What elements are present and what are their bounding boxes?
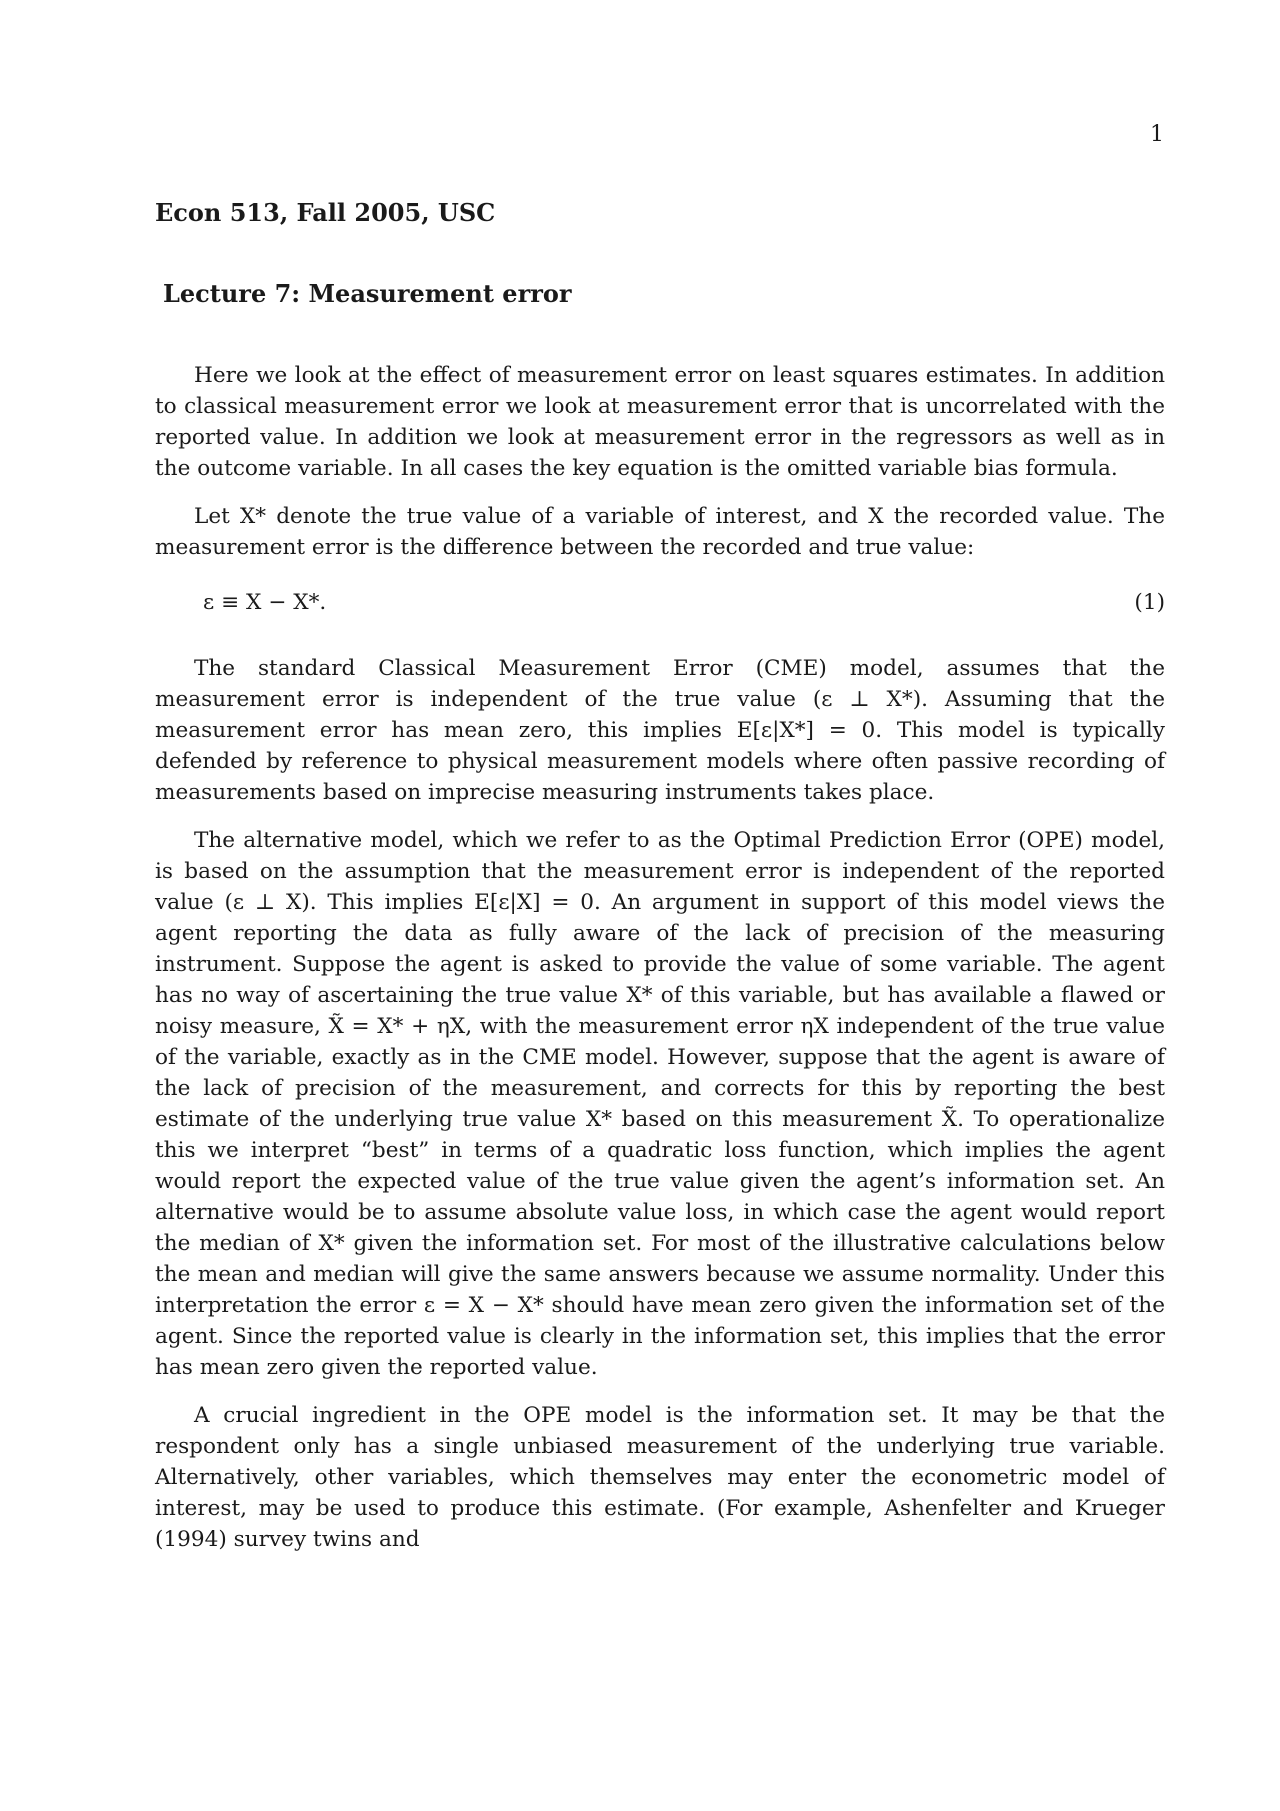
page-number: 1 xyxy=(1150,122,1164,147)
equation-expression: ε ≡ X − X*. xyxy=(203,590,327,615)
equation-number: (1) xyxy=(1134,590,1165,615)
body-text xyxy=(155,360,1165,1572)
paragraph-cme: The standard Classical Measurement Error (CME) model, assumes that the measurement error is independent of the true value (ε ⊥ X*). Assuming that the measurement error has mean zero, this implies E[ε|X*] = 0. This model is typically defended by reference to physical measurement models where often passive recording of measurements based on imprecise measuring instruments takes place. xyxy=(155,656,1165,805)
paragraph-definition: Let X* denote the true value of a variable of interest, and X the recorded value. The measurement error is the difference between the recorded and true value: xyxy=(155,504,1165,560)
course-heading: Econ 513, Fall 2005, USC xyxy=(155,198,496,227)
paragraph-intro: Here we look at the effect of measurement error on least squares estimates. In addition to classical measurement error we look at measurement error that is uncorrelated with the reported value. In addition we look at measurement error in the regressors as well as in the outcome variable. In all cases the key equation is the omitted variable bias formula. xyxy=(155,363,1165,481)
paragraph-information-set: A crucial ingredient in the OPE model is the information set. It may be that the respondent only has a single unbiased measurement of the underlying true variable. Alternatively, other variables, which themselves may enter the econometric model of interest, may be used to produce this estimate. (For example, Ashenfelter and Krueger (1994) survey twins and xyxy=(155,1403,1165,1552)
lecture-title: Lecture 7: Measurement error xyxy=(163,279,572,308)
paragraph-ope: The alternative model, which we refer to as the Optimal Prediction Error (OPE) model, is based on the assumption that the measurement error is independent of the reported value (ε ⊥ X). This implies E[ε|X] = 0. An argument in support of this model views the agent reporting the data as fully aware of the lack of precision of the measuring instrument. Suppose the agent is asked to provide the value of some variable. The agent has no way of ascertaining the true value X* of this variable, but has available a flawed or noisy measure, X̃ = X* + ηX, with the measurement error ηX independent of the true value of the variable, exactly as in the CME model. However, suppose that the agent is aware of the lack of precision of the measurement, and corrects for this by reporting the best estimate of the underlying true value X* based on this measurement X̃. To operationalize this we interpret “best” in terms of a quadratic loss function, which implies the agent would report the expected value of the true value given the agent’s information set. An alternative would be to assume absolute value loss, in which case the agent would report the median of X* given the information set. For most of the illustrative calculations below the mean and median will give the same answers because we assume normality. Under this interpretation the error ε = X − X* should have mean zero given the information set of the agent. Since the reported value is clearly in the information set, this implies that the error has mean zero given the reported value. xyxy=(155,828,1165,1380)
equation-1 xyxy=(155,587,1165,618)
